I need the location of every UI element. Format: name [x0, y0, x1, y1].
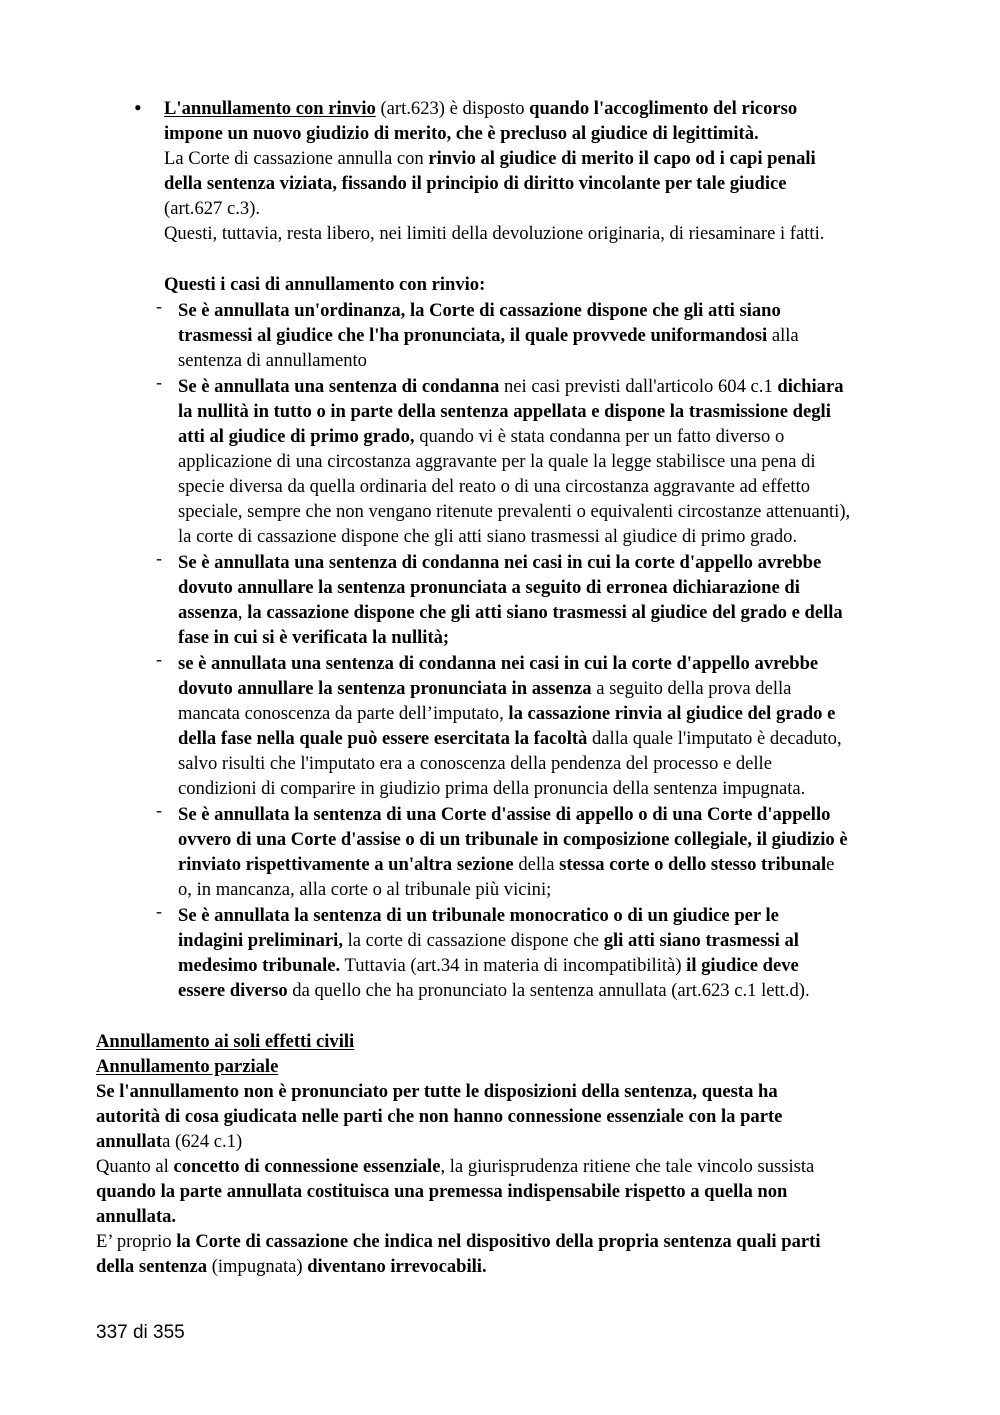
- text-line: salvo risulti che l'imputato era a conoscenza della pendenza del processo e delle: [178, 753, 772, 774]
- text-line: la nullità in tutto o in parte della sentenza appellata e dispone la trasmissione degli: [178, 401, 831, 422]
- text-line: della fase nella quale può essere esercitata la facoltà dalla quale l'imputato è decaduto,: [178, 728, 842, 749]
- text-line: La Corte di cassazione annulla con rinvio al giudice di merito il capo od i capi penali: [164, 148, 816, 169]
- text-line: impone un nuovo giudizio di merito, che è precluso al giudice di legittimità.: [164, 123, 759, 144]
- text-line: rinviato rispettivamente a un'altra sezione della stessa corte o dello stesso tribunale: [178, 854, 835, 875]
- text-line: la corte di cassazione dispone che gli atti siano trasmessi al giudice di primo grado.: [178, 526, 798, 547]
- dash-marker: -: [156, 800, 162, 820]
- text-line: Se l'annullamento non è pronunciato per tutte le disposizioni della sentenza, questa ha: [96, 1081, 778, 1102]
- dash-marker: -: [156, 649, 162, 669]
- text-line: assenza, la cassazione dispone che gli atti siano trasmessi al giudice del grado e della: [178, 602, 843, 623]
- text-line: se è annullata una sentenza di condanna nei casi in cui la corte d'appello avrebbe: [178, 653, 819, 674]
- text-line: della sentenza (impugnata) diventano irrevocabili.: [96, 1256, 487, 1277]
- text-line: Se è annullata una sentenza di condanna nei casi previsti dall'articolo 604 c.1 dichiara: [178, 376, 844, 397]
- text-line: dovuto annullare la sentenza pronunciata in assenza a seguito della prova della: [178, 678, 792, 699]
- text-line: sentenza di annullamento: [178, 350, 367, 371]
- section-heading: Annullamento parziale: [96, 1056, 279, 1077]
- text-line: Se è annullata un'ordinanza, la Corte di cassazione dispone che gli atti siano: [178, 300, 781, 321]
- text-line: Se è annullata la sentenza di un tribunale monocratico o di un giudice per le: [178, 905, 779, 926]
- page-number: 337 di 355: [96, 1322, 185, 1343]
- text-line: speciale, sempre che non vengano ritenute prevalenti o equivalenti circostanze attenuanti),: [178, 501, 851, 522]
- dash-marker: -: [156, 901, 162, 921]
- text-line: Questi, tuttavia, resta libero, nei limiti della devoluzione originaria, di riesaminare i fatti.: [164, 223, 825, 244]
- text-line: E’ proprio la Corte di cassazione che indica nel dispositivo della propria sentenza quali parti: [96, 1231, 821, 1252]
- underlined-term: L'annullamento con rinvio: [164, 98, 376, 119]
- text-line: L'annullamento con rinvio (art.623) è disposto quando l'accoglimento del ricorso: [164, 98, 798, 119]
- text-line: Se è annullata una sentenza di condanna nei casi in cui la corte d'appello avrebbe: [178, 552, 822, 573]
- text-line: atti al giudice di primo grado, quando vi è stata condanna per un fatto diverso o: [178, 426, 785, 447]
- text-line: Se è annullata la sentenza di una Corte d'assise di appello o di una Corte d'appello: [178, 804, 831, 825]
- text-line: della sentenza viziata, fissando il principio di diritto vincolante per tale giudice: [164, 173, 787, 194]
- text-line: fase in cui si è verificata la nullità;: [178, 627, 450, 648]
- dash-marker: -: [156, 296, 162, 316]
- text-line: autorità di cosa giudicata nelle parti che non hanno connessione essenziale con la parte: [96, 1106, 783, 1127]
- text-line: specie diversa da quella ordinaria del reato o di una circostanza aggravante ad effetto: [178, 476, 811, 497]
- dash-marker: -: [156, 548, 162, 568]
- text-line: Quanto al concetto di connessione essenziale, la giurisprudenza ritiene che tale vincolo sussista: [96, 1156, 815, 1177]
- text-line: annullata.: [96, 1206, 177, 1227]
- text-line: (art.627 c.3).: [164, 198, 261, 219]
- text-line: annullata (624 c.1): [96, 1131, 243, 1152]
- text-line: condizioni di comparire in giudizio prima della pronuncia della sentenza impugnata.: [178, 778, 806, 799]
- text-line: dovuto annullare la sentenza pronunciata a seguito di erronea dichiarazione di: [178, 577, 800, 598]
- text-line: essere diverso da quello che ha pronunciato la sentenza annullata (art.623 c.1 lett.d).: [178, 980, 810, 1001]
- text-line: indagini preliminari, la corte di cassazione dispone che gli atti siano trasmessi al: [178, 930, 799, 951]
- section-heading: Annullamento ai soli effetti civili: [96, 1031, 355, 1052]
- text-line: applicazione di una circostanza aggravante per la quale la legge stabilisce una pena di: [178, 451, 816, 472]
- bullet-marker: •: [134, 95, 142, 120]
- text-line: trasmessi al giudice che l'ha pronunciata, il quale provvede uniformandosi alla: [178, 325, 799, 346]
- text-line: quando la parte annullata costituisca una premessa indispensabile rispetto a quella non: [96, 1181, 788, 1202]
- text-line: medesimo tribunale. Tuttavia (art.34 in materia di incompatibilità) il giudice deve: [178, 955, 799, 976]
- dash-marker: -: [156, 372, 162, 392]
- text-line: mancata conoscenza da parte dell’imputato, la cassazione rinvia al giudice del grado e: [178, 703, 836, 724]
- text-line: o, in mancanza, alla corte o al tribunale più vicini;: [178, 879, 552, 900]
- text-line: ovvero di una Corte d'assise o di un tribunale in composizione collegiale, il giudizio è: [178, 829, 848, 850]
- section-heading: Questi i casi di annullamento con rinvio:: [164, 274, 486, 295]
